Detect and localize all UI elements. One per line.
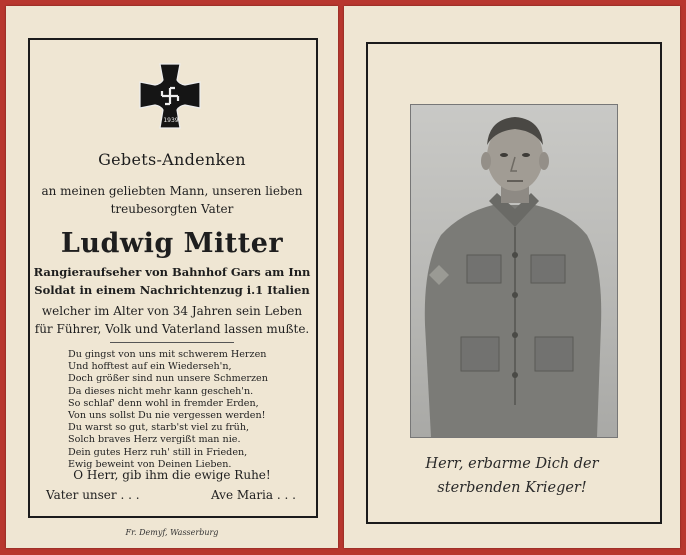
poem-line: Du gingst von uns mit schwerem Herzen [68, 349, 267, 360]
death-line-2: für Führer, Volk und Vaterland lassen mußte. [34, 322, 310, 336]
closing-vater-unser: Vater unser . . . [46, 488, 140, 502]
poem-line: So schlaf' denn wohl in fremder Erden, [68, 397, 259, 409]
divider [110, 342, 234, 343]
occupation-line-2: Soldat in einem Nachrichtenzug i.1 Italien [34, 283, 310, 297]
soldier-portrait-photo [410, 104, 618, 438]
memorial-card-back [344, 6, 680, 548]
poem-line: Solch braves Herz vergißt man nie. [68, 434, 241, 446]
deceased-name: Ludwig Mitter [60, 228, 284, 259]
printer-credit: Fr. Demyf, Wasserburg [125, 528, 219, 537]
caption-line-2: sterbenden Krieger! [437, 480, 587, 496]
poem-line: Dein gutes Herz ruh' still in Frieden, [68, 446, 248, 458]
dedication-line-2: treubesorgten Vater [110, 202, 234, 216]
caption-line-1: Herr, erbarme Dich der [425, 456, 599, 472]
prayer-line: O Herr, gib ihm die ewige Ruhe! [73, 468, 271, 482]
iron-cross-icon [136, 62, 204, 130]
poem-line: Da dieses nicht mehr kann gescheh'n. [68, 385, 254, 397]
poem-line: Und hofftest auf ein Wiederseh'n, [68, 361, 232, 373]
memorial-card-front [6, 6, 338, 548]
poem-line: Ewig beweint von Deinen Lieben. [68, 458, 232, 470]
cross-year: 1939 [163, 117, 179, 124]
closing-ave-maria: Ave Maria . . . [211, 488, 296, 502]
occupation-line-1: Rangieraufseher von Bahnhof Gars am Inn [33, 265, 311, 279]
death-line-1: welcher im Alter von 34 Jahren sein Leben [41, 304, 303, 318]
poem-line: Du warst so gut, starb'st viel zu früh, [68, 422, 250, 434]
poem-line: Von uns sollst Du nie vergessen werden! [68, 410, 266, 422]
poem-line: Doch größer sind nun unsere Schmerzen [68, 373, 268, 385]
poem [68, 349, 298, 471]
dedication-line-1: an meinen geliebten Mann, unseren lieben [41, 184, 303, 198]
card-heading: Gebets-Andenken [98, 150, 246, 169]
